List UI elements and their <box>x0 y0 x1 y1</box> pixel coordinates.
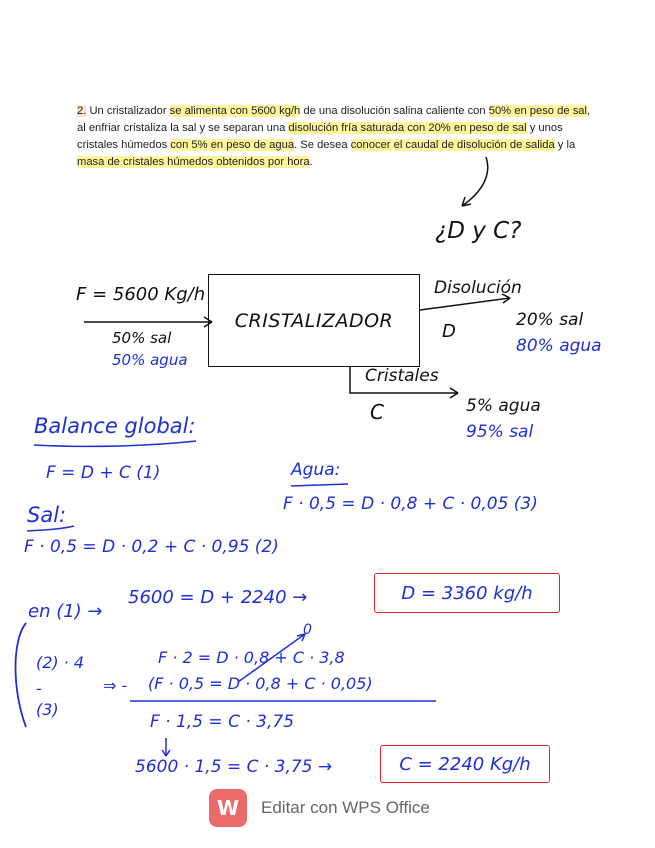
problem-number: 2. <box>77 105 87 117</box>
output-dissolution-water: 80% agua <box>516 336 602 356</box>
system-minus-arrow: ⇒ - <box>103 676 128 695</box>
highlighted-text: 50% en peso de sal <box>488 105 587 117</box>
system-op-minus: - <box>36 679 42 698</box>
equation-2: F · 0,5 = D · 0,2 + C · 0,95 (2) <box>24 537 279 557</box>
statement-text: y unos cristales húmedos <box>77 122 563 151</box>
feed-label: F = 5600 Kg/h <box>76 284 206 305</box>
result-d-box: D = 3360 kg/h <box>374 573 560 613</box>
statement-text: . <box>309 156 313 168</box>
system-zero-mark: 0 <box>303 622 312 638</box>
substitution-equation: 5600 = D + 2240 → <box>128 587 308 608</box>
output-dissolution-symbol: D <box>442 321 456 342</box>
output-dissolution-salt: 20% sal <box>516 310 584 330</box>
highlighted-text: con 5% en peso de agua <box>170 139 295 151</box>
statement-text: de una disolución salina caliente con <box>300 105 489 117</box>
feed-water: 50% agua <box>112 351 188 369</box>
system-op-top: (2) · 4 <box>36 653 85 672</box>
statement-text: y la <box>554 139 576 151</box>
balance-title: Balance global: <box>34 414 196 438</box>
system-row-1: F · 2 = D · 0,8 + C · 3,8 <box>158 648 345 667</box>
highlighted-text: conocer el caudal de disolución de salida <box>350 139 555 151</box>
result-c-box: C = 2240 Kg/h <box>380 745 550 783</box>
equation-3: F · 0,5 = D · 0,8 + C · 0,05 (3) <box>283 494 538 514</box>
question-mark-label: ¿D y C? <box>435 218 522 244</box>
wps-watermark[interactable] <box>209 789 430 827</box>
highlighted-text: se alimenta con 5600 kg/h <box>169 105 301 117</box>
system-result: F · 1,5 = C · 3,75 <box>150 712 295 732</box>
output-crystals-symbol: C <box>370 400 384 424</box>
wps-logo-icon: W <box>209 789 247 827</box>
statement-text: . Se desea <box>294 139 351 151</box>
output-crystals-water: 5% agua <box>466 396 541 416</box>
system-op-bottom: (3) <box>36 700 59 719</box>
highlighted-text: masa de cristales húmedos obtenidos por hora <box>77 156 310 168</box>
final-equation: 5600 · 1,5 = C · 3,75 → <box>135 757 333 777</box>
feed-salt: 50% sal <box>112 329 172 347</box>
system-row-2: (F · 0,5 = D · 0,8 + C · 0,05) <box>148 674 373 693</box>
statement-text: , al enfriar cristaliza la sal y se separan una <box>77 105 591 134</box>
output-crystals-salt: 95% sal <box>466 422 534 442</box>
crystallizer-unit: CRISTALIZADOR <box>208 274 420 367</box>
salt-title: Sal: <box>27 503 67 527</box>
substitution-label: en (1) → <box>28 601 103 622</box>
equation-1: F = D + C (1) <box>46 463 161 483</box>
highlighted-text: disolución fría saturada con 20% en peso de sal <box>288 122 527 134</box>
water-title: Agua: <box>291 460 341 480</box>
statement-text: Un cristalizador <box>86 105 170 117</box>
output-dissolution-label: Disolución <box>434 278 522 298</box>
wps-edit-link[interactable]: Editar con WPS Office <box>261 798 430 817</box>
output-crystals-label: Cristales <box>365 366 439 386</box>
